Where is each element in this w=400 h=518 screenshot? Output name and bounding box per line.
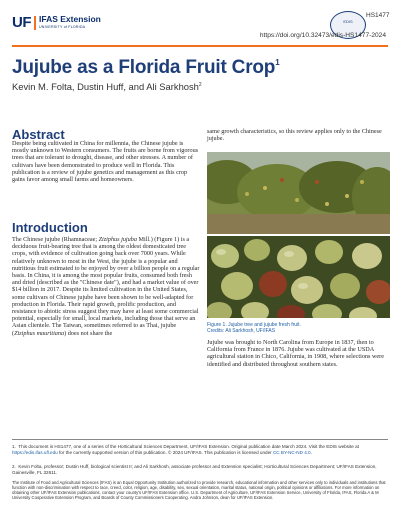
figure-caption: [207, 322, 301, 334]
jujube-fruit-illustration: [207, 236, 390, 318]
authors-text: Kevin M. Folta, Dustin Huff, and Ali Sarkhosh: [12, 81, 199, 92]
legal-statement: The Institute of Food and Agricultural Sciences (IFAS) is an Equal Opportunity Institution authorized to provide research, educational information and other services only to individuals and institutions that function with non-discrimination with respect to race, creed, color, religion, age, disability, sex, sexual orientation, marital status, national origin, political opinions or affiliations. For more information on obtaining other UF/IFAS Extension publications, contact your county's UF/IFAS Extension office. U.S. Department of Agriculture, UF/IFAS Extension Service, University of Florida, IFAS, Florida A & M University Cooperative Extension Program, and Boards of County Commissioners Cooperating. Andra Johnson, dean for UF/IFAS Extension.: [12, 480, 386, 500]
logo-uf-mark: UF: [12, 14, 31, 31]
footnote-1-text-2: for the currently supported version of this publication. © 2024 UF/IFAS. This publication is licensed under: [57, 449, 273, 455]
footnote-2-number: 2.: [12, 464, 16, 469]
author-line: [12, 81, 202, 92]
intro-body: Mill.) (Figure 1) is a deciduous fruit-bearing tree that is among the oldest domesticated tree crops, with evidence of cultivation going back over 7000 years. While relatively unknown to most in the West, the jujube is a popular and nutritious fruit estimated to be enjoyed by over a billion people on a regular basis. In China, it is among the most popular fruits, consumed both fresh and dried (described as the "Chinese date"), and had a market value of over $14 billion in 2017. Despite its limited cultivation in the United States, some cultivars of Chinese jujube have been shown to be well-adapted for production in Florida. Their rapid growth, prolific production, and resistance to abiotic stress suggest they may have at least some commercial potential, especially for small, local markets, including those that serve an Asian clientele. The Taiwan, sometimes referred to as Thai, jujube (: [12, 236, 200, 337]
jujube-tree-illustration: [207, 152, 390, 234]
header-divider: [12, 45, 388, 47]
authors-footnote-marker[interactable]: 2: [198, 81, 202, 88]
intro-species-name-2: Ziziphus mauritiana: [14, 329, 65, 337]
title-footnote-marker[interactable]: 1: [275, 58, 280, 67]
logo-ifas-extension-text: IFAS Extension: [39, 14, 101, 24]
history-paragraph: Jujube was brought to North Carolina from Europe in 1837, then to California from France in 1876. Jujube was cultivated at the USDA agricultural station in Chico, California, in 1908, where selections were identified and distributed throughout southern states.: [207, 339, 384, 368]
figure-caption-title: Figure 1. Jujube tree and jujube fresh fruit.: [207, 322, 301, 328]
footnote-2-text: Kevin Folta, professor; Dustin Huff, biological scientist II; and Ali Sarkhosh, associate professor and Extension specialist; Horticultural Sciences Department; UF/IFAS Extension, Gainesville, FL 32611.: [12, 464, 377, 475]
abstract-text: Despite being cultivated in China for millennia, the Chinese jujube is mostly unknown to Western consumers. The fruits are borne from vigorous trees that are tolerant to drought, disease, and other stresses. A number of cultivars have been demonstrated to produce well in Florida. This publication is a review of jujube genetics and management as this crop gains favor among small farms and homeowners.: [12, 140, 199, 184]
logo-university-text: UNIVERSITY of FLORIDA: [39, 25, 86, 29]
doi-link[interactable]: https://doi.org/10.32473/edis-HS1477-2024: [259, 32, 386, 39]
footnote-2: [12, 464, 388, 475]
page-title: [12, 57, 279, 79]
jujube-tree-photo: [207, 152, 390, 234]
publication-number: HS1477: [366, 12, 390, 19]
footnote-1-text: This document is HS1477, one of a series of the Horticultural Sciences Department, UF/IFAS Extension. Original publication date March 2024. Visit the EDIS website at: [18, 444, 359, 449]
intro-species-name: Ziziphus jujuba: [98, 236, 137, 243]
title-text: Jujube as a Florida Fruit Crop: [12, 57, 276, 78]
footnote-divider: [12, 439, 388, 440]
introduction-paragraph: [12, 236, 200, 337]
badge-label: EDIS: [343, 19, 353, 24]
footnote-1: [12, 444, 388, 455]
footnote-1-end: .: [310, 449, 312, 455]
abstract-heading: Abstract: [12, 127, 65, 142]
edis-website-link[interactable]: https://edis.ifas.ufl.edu: [12, 449, 58, 455]
logo-divider: [34, 16, 36, 30]
jujube-fruit-photo: [207, 236, 390, 318]
footnote-1-number: 1.: [12, 444, 16, 449]
figure-caption-credits: Credits: Ali Sarkhosh, UF/IFAS: [207, 328, 276, 334]
license-link[interactable]: CC BY-NC-ND 4.0: [272, 449, 311, 455]
introduction-heading: Introduction: [12, 220, 88, 235]
intro-lead: The Chinese jujube (Rhamnaceae;: [12, 236, 99, 243]
intro-end: ) does not share the: [64, 329, 113, 337]
ifas-extension-logo[interactable]: [12, 14, 132, 34]
right-column-top-text: same growth characteristics, so this review applies only to the Chinese jujube.: [207, 128, 382, 143]
